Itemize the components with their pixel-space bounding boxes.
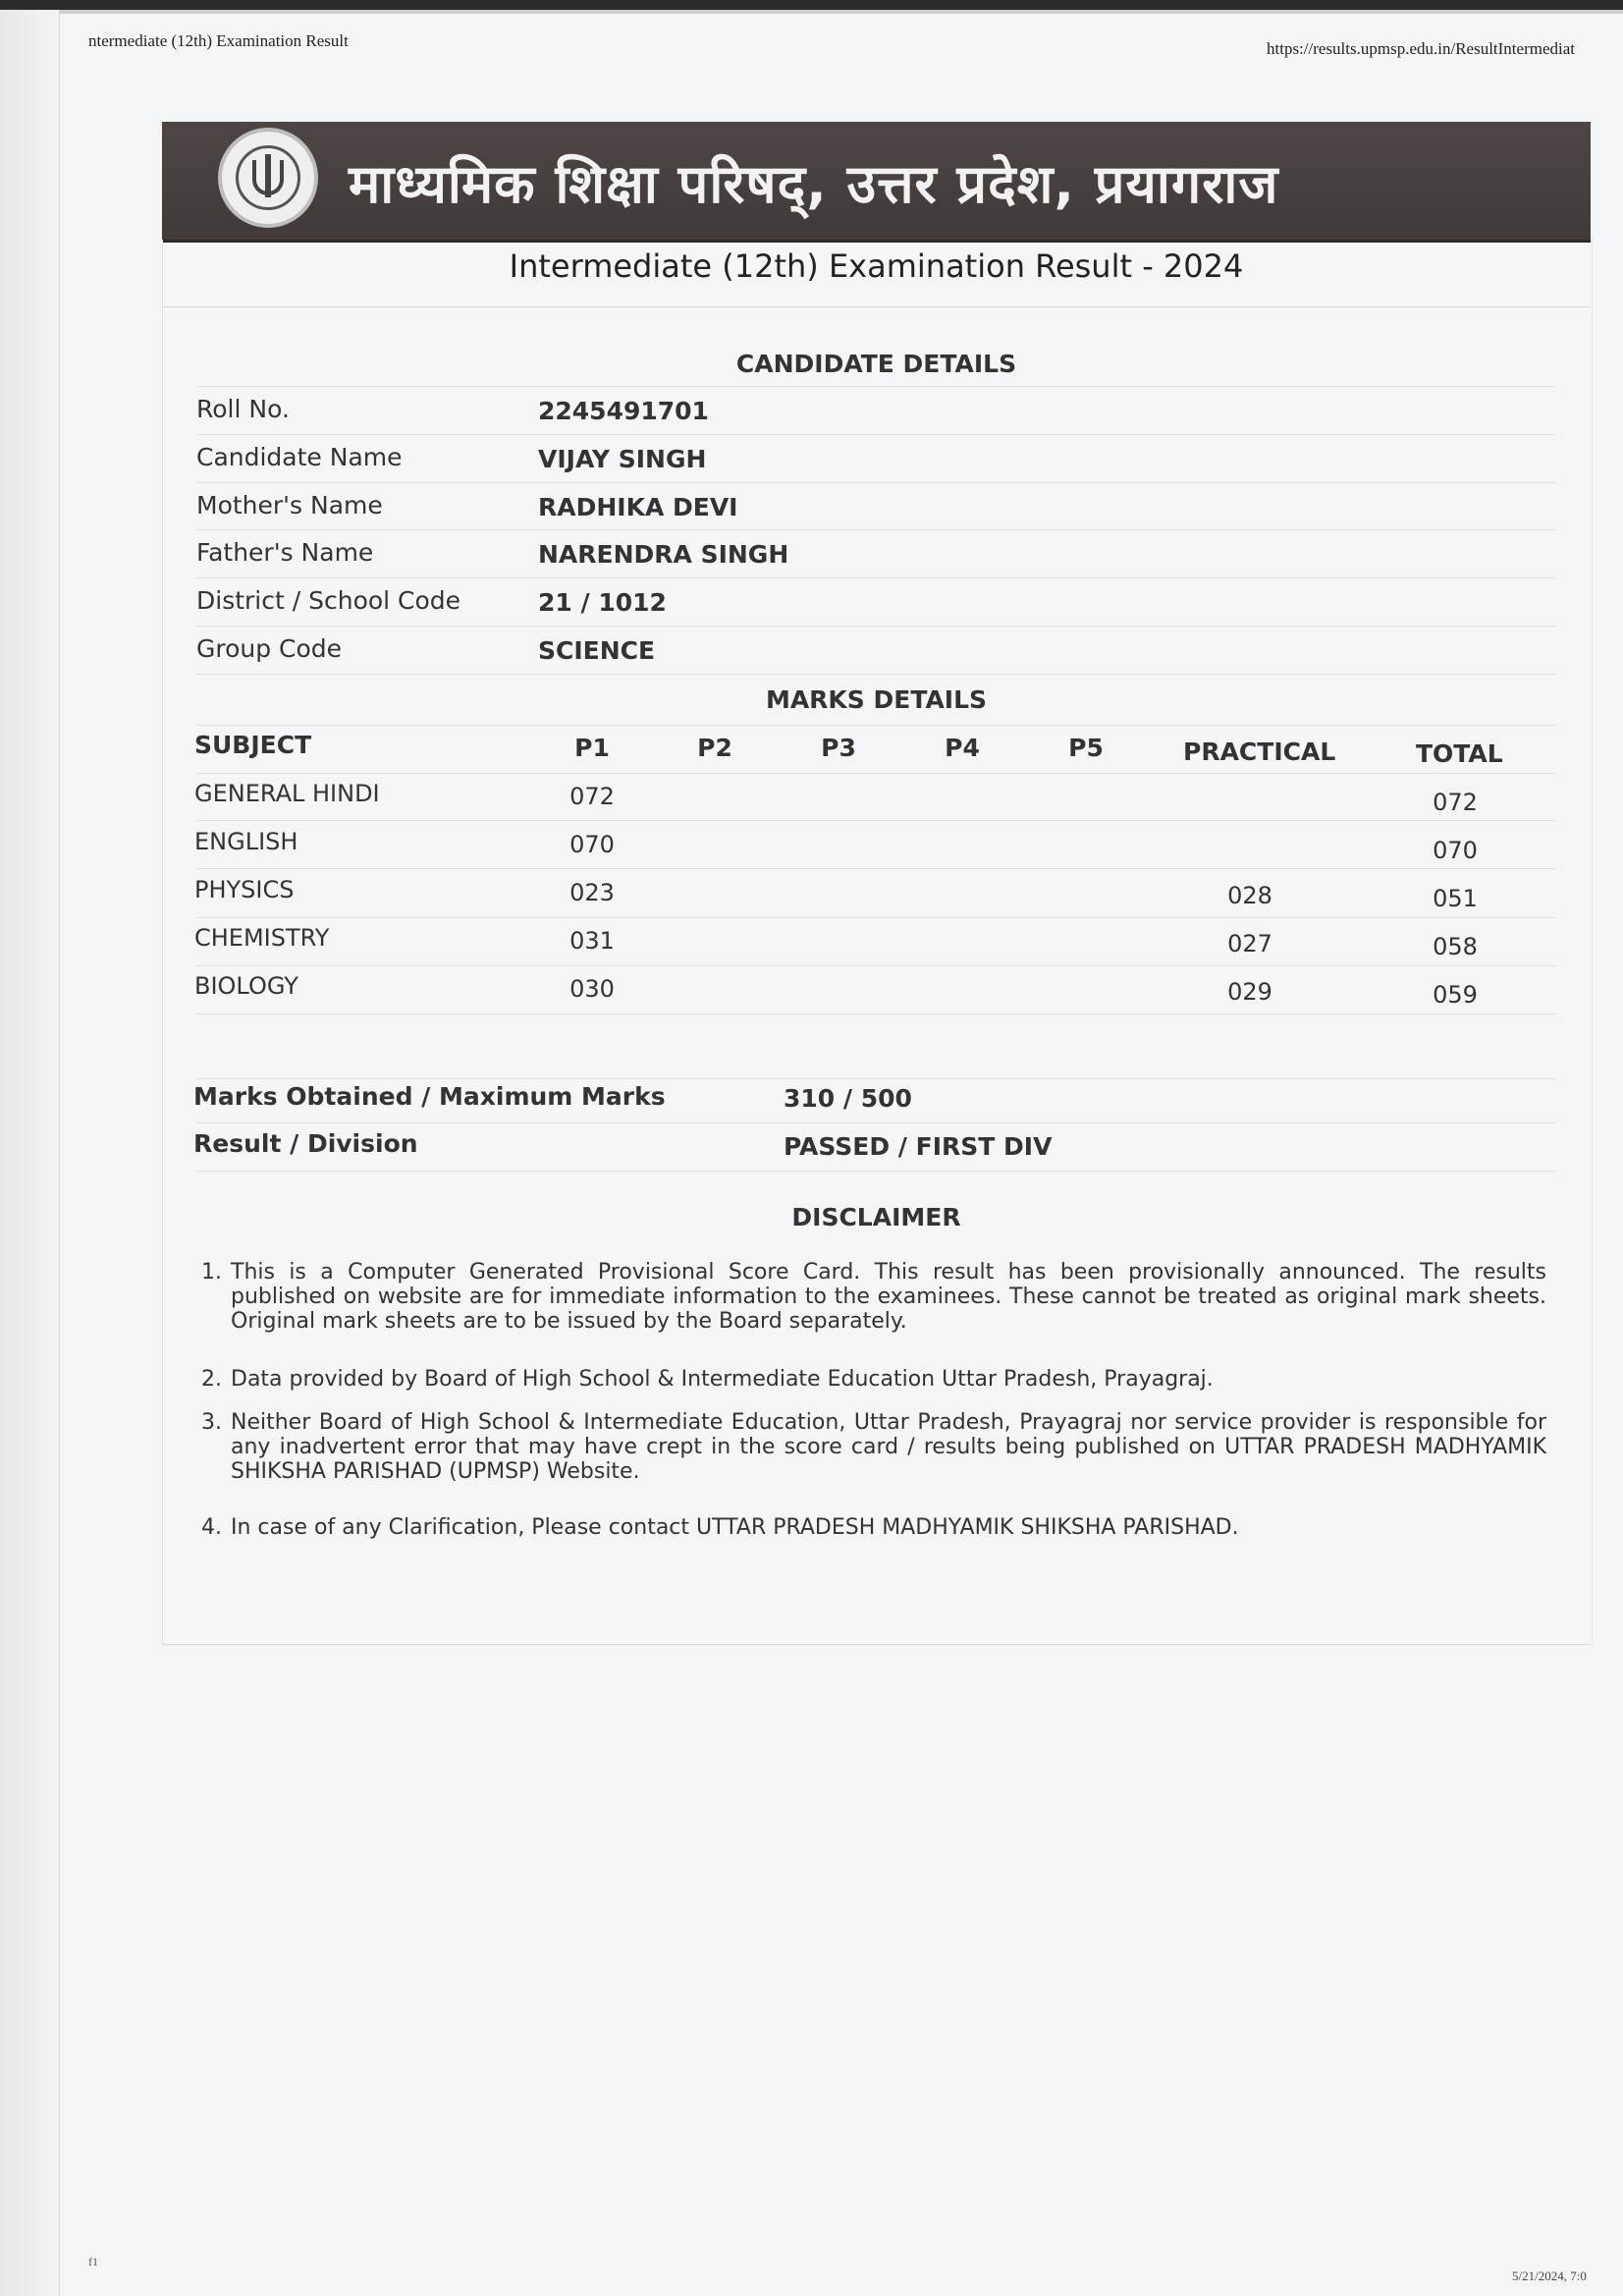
print-footer-timestamp: 5/21/2024, 7:0 — [1512, 2269, 1587, 2283]
row-divider — [196, 820, 1556, 821]
disclaimer-text: Neither Board of High School & Intermediate Education, Uttar Pradesh, Prayagraj nor service provider is responsible for any inadvertent error that may have crept in the score card / results being published on UTTAR PRADESH MADHYAMIK SHIKSHA PARISHAD (UPMSP) Website. — [231, 1410, 1546, 1484]
marks-obtained-value: 310 / 500 — [784, 1084, 912, 1113]
col-header-p2: P2 — [697, 734, 732, 762]
result-division-label: Result / Division — [193, 1129, 418, 1158]
subject-name: GENERAL HINDI — [194, 780, 380, 807]
row-divider — [196, 965, 1556, 966]
row-divider — [196, 386, 1556, 387]
candidate-name-value: VIJAY SINGH — [538, 445, 707, 473]
page-edge-shadow — [0, 0, 60, 2296]
row-divider — [196, 674, 1556, 675]
mother-name-label: Mother's Name — [196, 491, 383, 519]
roll-no-value: 2245491701 — [538, 397, 709, 425]
roll-no-label: Roll No. — [196, 395, 290, 423]
subject-name: ENGLISH — [194, 828, 298, 855]
col-header-subject: SUBJECT — [194, 731, 312, 759]
candidate-name-label: Candidate Name — [196, 443, 403, 471]
col-header-p1: P1 — [574, 734, 610, 762]
print-footer-page: f1 — [88, 2255, 98, 2269]
disclaimer-text: This is a Computer Generated Provisional Score Card. This result has been provisionally announced. The results published on website are for immediate information to the examinees. These cannot be treated as original mark sheets. Original mark sheets are to be issued by the Board separately. — [231, 1260, 1546, 1334]
row-divider — [196, 1078, 1556, 1079]
marks-obtained-label: Marks Obtained / Maximum Marks — [193, 1082, 666, 1111]
disclaimer-heading: DISCLAIMER — [791, 1203, 961, 1231]
total-marks: 058 — [1433, 933, 1478, 960]
subject-name: CHEMISTRY — [194, 924, 330, 952]
candidate-details-heading: CANDIDATE DETAILS — [735, 350, 1017, 378]
col-header-p5: P5 — [1068, 734, 1104, 762]
row-divider — [196, 773, 1556, 774]
disclaimer-text: Data provided by Board of High School & Intermediate Education Uttar Pradesh, Prayagraj. — [231, 1367, 1214, 1392]
father-name-label: Father's Name — [196, 538, 374, 567]
print-header-url: https://results.upmsp.edu.in/ResultIntermediat — [1267, 39, 1575, 58]
disclaimer-number: 2. — [201, 1367, 222, 1392]
total-marks: 059 — [1433, 981, 1478, 1009]
group-code-value: SCIENCE — [538, 636, 656, 665]
group-code-label: Group Code — [196, 634, 343, 663]
practical-marks: 027 — [1227, 930, 1272, 957]
p1-marks: 070 — [569, 831, 615, 858]
disclaimer-number: 4. — [201, 1515, 222, 1540]
row-divider — [196, 725, 1556, 726]
total-marks: 051 — [1433, 885, 1478, 912]
banner-title: माध्यमिक शिक्षा परिषद्, उत्तर प्रदेश, प्रयागराज — [349, 153, 1279, 215]
row-divider — [196, 434, 1556, 435]
disclaimer-text: In case of any Clarification, Please contact UTTAR PRADESH MADHYAMIK SHIKSHA PARISHAD. — [231, 1515, 1239, 1540]
row-divider — [196, 577, 1556, 578]
row-divider — [196, 626, 1556, 627]
subject-name: BIOLOGY — [194, 972, 298, 1000]
exam-title: Intermediate (12th) Examination Result - 2024 — [509, 247, 1244, 285]
total-marks: 070 — [1433, 837, 1478, 864]
practical-marks: 028 — [1227, 882, 1272, 909]
result-division-value: PASSED / FIRST DIV — [784, 1132, 1053, 1161]
board-emblem-icon — [218, 128, 318, 228]
scan-top-edge-light — [59, 10, 1623, 14]
row-divider — [196, 1171, 1556, 1172]
mother-name-value: RADHIKA DEVI — [538, 493, 738, 521]
row-divider — [196, 1122, 1556, 1123]
container-bottom-border — [162, 1644, 1591, 1645]
board-banner — [162, 122, 1591, 243]
scan-top-edge — [0, 0, 1623, 10]
p1-marks: 030 — [569, 975, 615, 1003]
p1-marks: 031 — [569, 927, 615, 955]
district-school-code-label: District / School Code — [196, 586, 461, 615]
row-divider — [196, 1013, 1556, 1014]
father-name-value: NARENDRA SINGH — [538, 540, 789, 569]
p1-marks: 072 — [569, 783, 615, 810]
row-divider — [196, 529, 1556, 530]
col-header-p4: P4 — [945, 734, 980, 762]
col-header-p3: P3 — [821, 734, 856, 762]
col-header-total: TOTAL — [1416, 739, 1503, 768]
print-header-title: ntermediate (12th) Examination Result — [88, 31, 349, 50]
subject-name: PHYSICS — [194, 876, 295, 903]
row-divider — [196, 482, 1556, 483]
row-divider — [196, 868, 1556, 869]
divider — [162, 306, 1591, 307]
marks-details-heading: MARKS DETAILS — [765, 685, 988, 714]
col-header-practical: PRACTICAL — [1183, 738, 1336, 766]
disclaimer-number: 1. — [201, 1260, 222, 1285]
p1-marks: 023 — [569, 879, 615, 906]
practical-marks: 029 — [1227, 978, 1272, 1006]
total-marks: 072 — [1433, 789, 1478, 816]
row-divider — [196, 917, 1556, 918]
district-school-code-value: 21 / 1012 — [538, 588, 667, 617]
disclaimer-number: 3. — [201, 1410, 222, 1435]
